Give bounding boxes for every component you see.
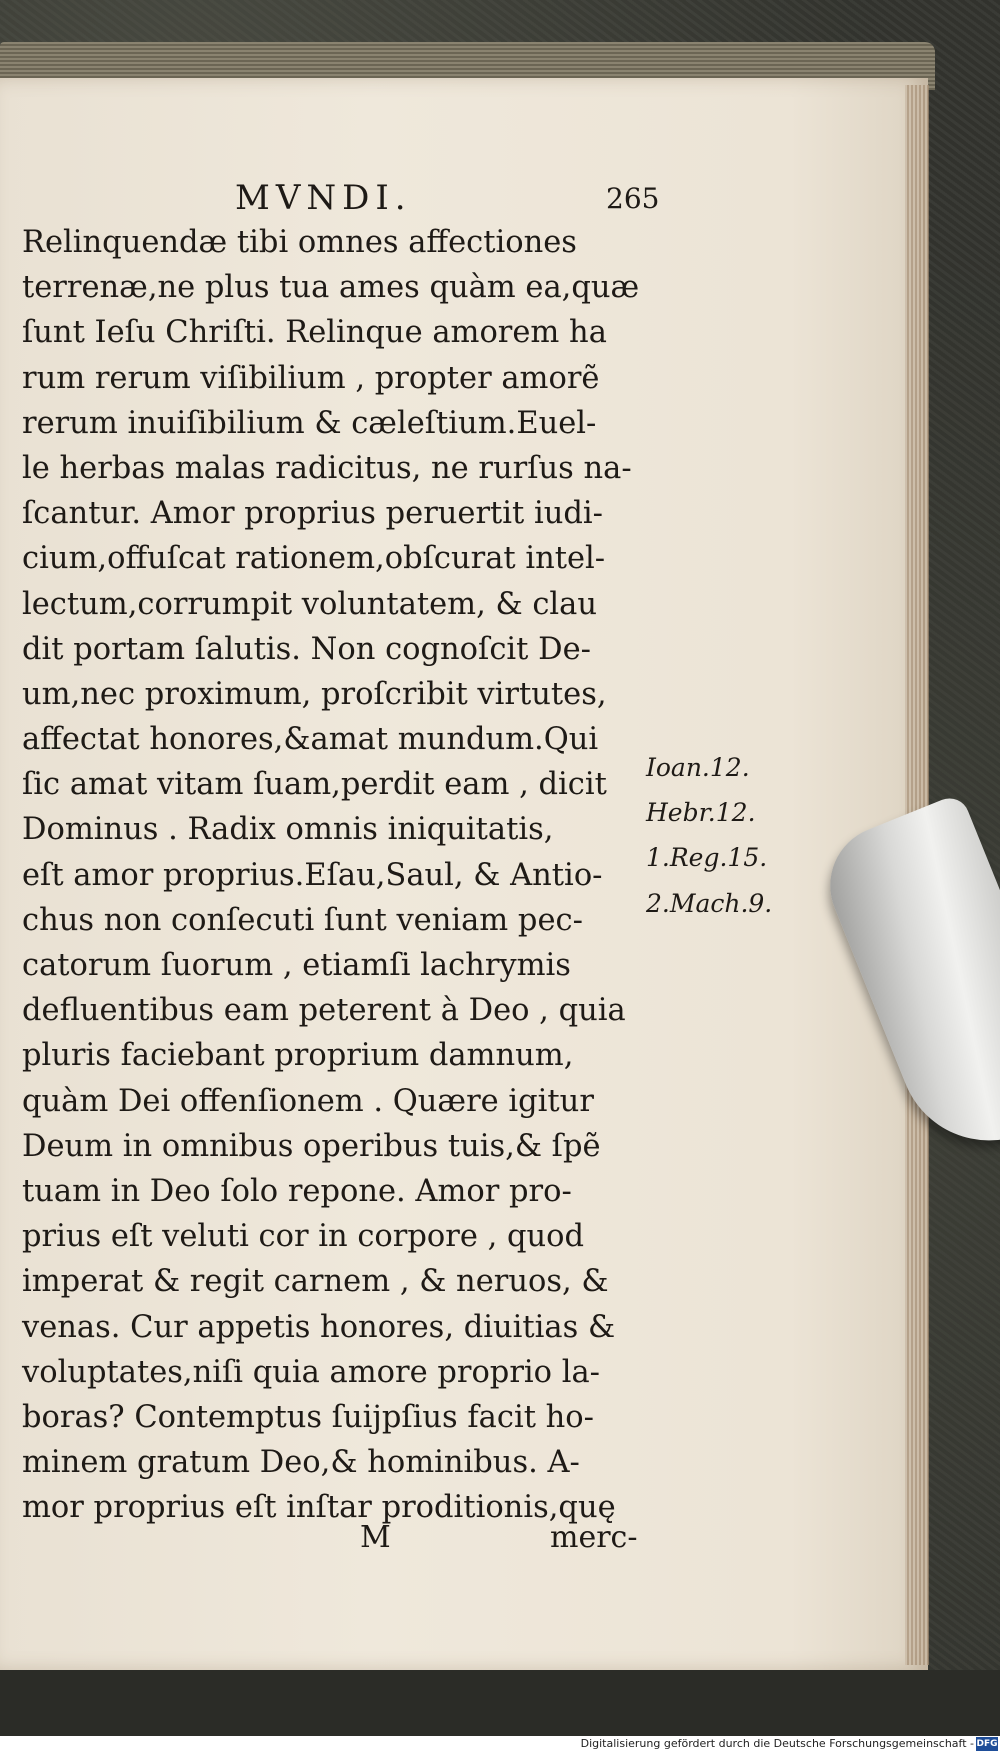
text-line: dit portam ſalutis. Non cognoſcit De- [22, 631, 591, 667]
margin-note: 2.Mach.9. [646, 888, 773, 918]
footer-credit: Digitalisierung gefördert durch die Deutsche Forschungsgemeinschaft - [580, 1737, 974, 1750]
text-line: minem gratum Deo,& hominibus. A- [22, 1445, 580, 1481]
text-line: lectum,corrumpit voluntatem, & clau [22, 586, 598, 622]
text-line: Dominus . Radix omnis iniquitatis, [22, 812, 554, 848]
text-line: ſic amat vitam ſuam,perdit eam , dicit [22, 767, 607, 803]
catchline [0, 1520, 700, 1565]
text-line: ſunt Ieſu Chriſti. Relinque amorem ha [22, 315, 607, 351]
page-number: 265 [606, 182, 660, 215]
text-line: ſcantur. Amor proprius peruertit iudi- [22, 496, 603, 532]
text-line: pluris faciebant proprium damnum, [22, 1038, 574, 1074]
text-line: affectat honores,&amat mundum.Qui [22, 722, 599, 758]
book-cover-bottom [0, 1670, 1000, 1738]
text-line: prius eſt veluti cor in corpore , quod [22, 1219, 585, 1255]
text-line: voluptates,niſi quia amore proprio la- [22, 1354, 600, 1390]
text-line: boras? Contemptus ſuijpſius facit ho- [22, 1399, 594, 1435]
text-line: defluentibus eam peterent à Deo , quia [22, 993, 626, 1029]
text-line: Relinquendæ tibi omnes affectiones [22, 225, 577, 260]
text-line: um,nec proximum, proſcribit virtutes, [22, 676, 607, 712]
text-line: rerum inuiſibilium & cæleſtium.Euel- [22, 405, 597, 441]
catchword: merc- [550, 1520, 638, 1555]
text-line: le herbas malas radicitus, ne rurſus na- [22, 450, 632, 486]
dfg-logo-icon: DFG [976, 1739, 998, 1749]
margin-notes [646, 745, 806, 926]
text-line: rum rerum viſibilium , propter amorẽ [22, 360, 600, 396]
text-line: mor proprius eſt inſtar proditionis,quę [22, 1490, 616, 1526]
text-line: cium,offuſcat rationem,obſcurat intel- [22, 541, 606, 577]
signature-mark: M [360, 1520, 391, 1555]
text-line: catorum ſuorum , etiamſi lachrymis [22, 948, 571, 983]
text-line: imperat & regit carnem , & neruos, & [22, 1264, 609, 1300]
running-head: MVNDI. [235, 178, 412, 218]
margin-note: Hebr.12. [646, 798, 756, 828]
text-line: tuam in Deo ſolo repone. Amor pro- [22, 1173, 572, 1209]
text-line: terrenæ,ne plus tua ames quàm ea,quæ [22, 270, 640, 306]
body-text [22, 220, 672, 1530]
margin-note: Ioan.12. [646, 753, 750, 782]
text-line: chus non conſecuti ſunt veniam pec- [22, 902, 583, 938]
text-line: venas. Cur appetis honores, diuitias & [22, 1309, 616, 1345]
footer-bar [0, 1736, 1000, 1754]
margin-note: 1.Reg.15. [646, 843, 768, 873]
text-line: Deum in omnibus operibus tuis,& ſpẽ [22, 1128, 601, 1164]
text-line: quàm Dei offenſionem . Quære igitur [22, 1083, 594, 1119]
text-line: eſt amor proprius.Eſau,Saul, & Antio- [22, 857, 603, 893]
